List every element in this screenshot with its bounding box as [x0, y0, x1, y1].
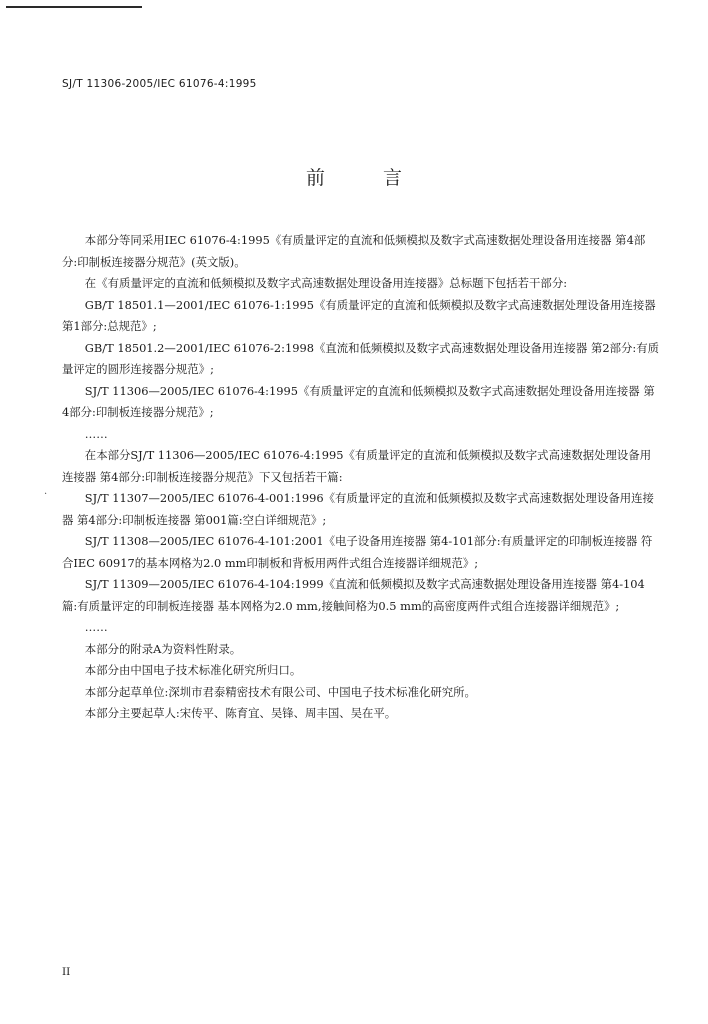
page-title — [0, 163, 708, 190]
standard-code-header: SJ/T 11306-2005/IEC 61076-4:1995 — [62, 78, 257, 90]
paragraph-part1: GB/T 18501.1—2001/IEC 61076-1:1995《有质量评定的直流和低频模拟及数字式高速数据处理设备用连接器 第1部分:总规范》; — [62, 297, 656, 333]
paragraph-series-intro: 在《有质量评定的直流和低频模拟及数字式高速数据处理设备用连接器》总标题下包括若干部分: — [84, 276, 568, 290]
title-char-1: 前 — [305, 167, 325, 189]
paragraph-responsible: 本部分由中国电子技术标准化研究所归口。 — [84, 663, 302, 677]
paragraph-adoption: 本部分等同采用IEC 61076-4:1995《有质量评定的直流和低频模拟及数字式高速数据处理设备用连接器 第4部分:印制板连接器分规范》(英文版)。 — [62, 233, 646, 269]
foreword-body — [62, 230, 660, 725]
paragraph-ellipsis: …… — [84, 426, 108, 441]
page-number: II — [62, 966, 71, 978]
paragraph-ellipsis-2: …… — [84, 620, 108, 634]
paragraph-section-104: SJ/T 11309—2005/IEC 61076-4-104:1999《直流和低频模拟及数字式高速数据处理设备用连接器 第4-104篇:有质量评定的印制板连接器 基本网格为2.0 mm,接触间格为0.5 mm的高密度两件式组合连接器详细规范》; — [62, 577, 645, 613]
paragraph-section-101: SJ/T 11308—2005/IEC 61076-4-101:2001《电子设备用连接器 第4-101部分:有质量评定的印制板连接器 符合IEC 60917的基本网格为2.0 mm印制板和背板用两件式组合连接器详细规范》; — [62, 534, 653, 570]
paragraph-part2: GB/T 18501.2—2001/IEC 61076-2:1998《直流和低频模拟及数字式高速数据处理设备用连接器 第2部分:有质量评定的圆形连接器分规范》; — [62, 340, 659, 376]
paragraph-sections-intro: 在本部分SJ/T 11306—2005/IEC 61076-4:1995《有质量评定的直流和低频模拟及数字式高速数据处理设备用连接器 第4部分:印制板连接器分规范》下又包括若干篇: — [62, 448, 652, 484]
margin-mark: . — [44, 486, 48, 497]
title-char-2: 言 — [383, 167, 403, 189]
paragraph-annex: 本部分的附录A为资料性附录。 — [84, 641, 242, 656]
paragraph-drafting-units: 本部分起草单位:深圳市君泰精密技术有限公司、中国电子技术标准化研究所。 — [84, 684, 476, 699]
paragraph-section-001: SJ/T 11307—2005/IEC 61076-4-001:1996《有质量评定的直流和低频模拟及数字式高速数据处理设备用连接器 第4部分:印制板连接器 第001篇:空白详细规范》; — [62, 491, 654, 527]
paragraph-drafters: 本部分主要起草人:宋传平、陈育宜、吴锋、周丰国、吴在平。 — [84, 706, 397, 720]
paragraph-part4: SJ/T 11306—2005/IEC 61076-4:1995《有质量评定的直流和低频模拟及数字式高速数据处理设备用连接器 第4部分:印制板连接器分规范》; — [62, 383, 655, 419]
top-rule — [6, 6, 142, 8]
